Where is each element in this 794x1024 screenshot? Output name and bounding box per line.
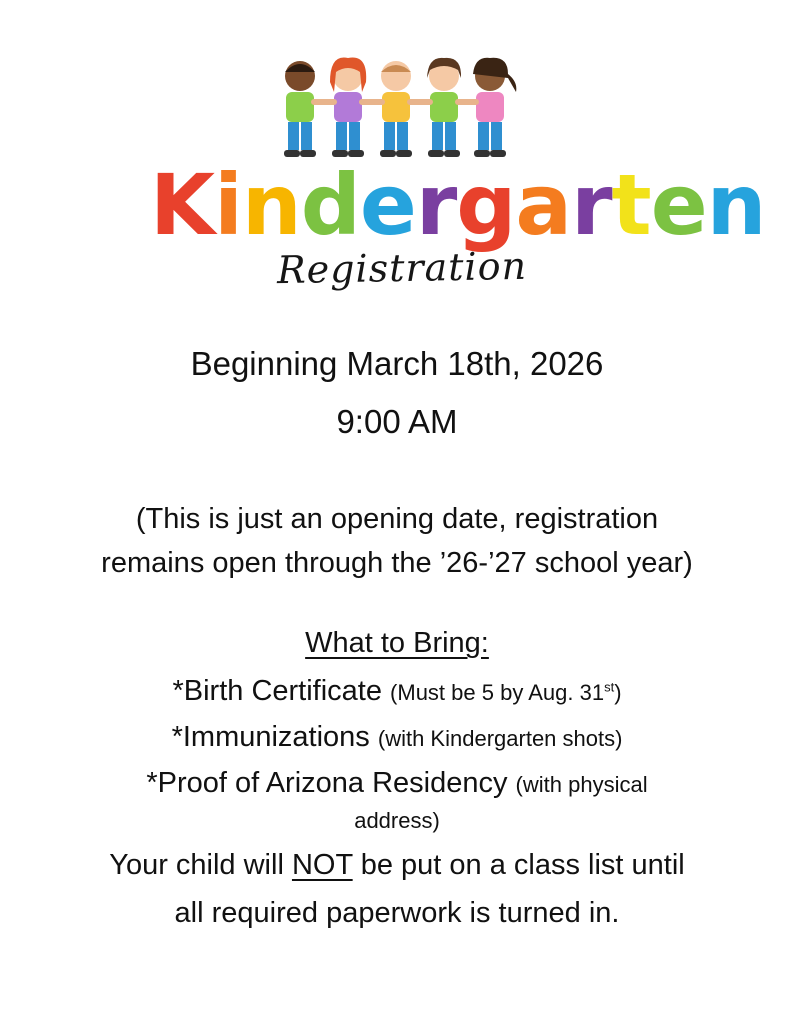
title-letter: e (359, 156, 416, 254)
child-figure (473, 58, 516, 157)
title-letter: n (706, 156, 766, 254)
title-letter: g (456, 156, 516, 254)
bring-item-birth-certificate (0, 670, 794, 714)
bring-item-detail (390, 680, 621, 705)
child-figure (380, 61, 412, 157)
start-date: Beginning March 18th, 2026 (190, 345, 604, 382)
title-letter: K (150, 156, 215, 254)
bring-item-residency (0, 762, 794, 806)
title-letter: r (571, 156, 612, 254)
title-letter: t (611, 156, 651, 254)
title-letter: n (241, 156, 301, 254)
what-to-bring-heading-text: What to Bring: (305, 627, 489, 659)
start-time: 9:00 AM (336, 403, 458, 440)
children-illustration (272, 52, 522, 164)
warning-line-2: all required paperwork is turned in. (174, 897, 620, 929)
title-letter: r (415, 156, 457, 254)
what-to-bring-heading (0, 622, 794, 664)
child-figure (330, 58, 366, 158)
bring-item-main: *Immunizations (171, 721, 370, 753)
note-line-2: remains open through the ’26-’27 school year) (101, 547, 693, 579)
child-figure (427, 58, 461, 157)
bring-item-detail: (with Kindergarten shots) (377, 726, 623, 751)
title-letter: i (214, 156, 242, 254)
warning-emphasis: NOT (291, 849, 353, 881)
detail-superscript: st (604, 679, 615, 695)
registration-subtitle: Registration (276, 243, 528, 293)
bring-item-main: *Proof of Arizona Residency (146, 767, 508, 799)
title-letter: d (300, 156, 360, 254)
child-figure (284, 61, 316, 157)
warning-pre: Your child will (109, 849, 292, 881)
bring-item-detail-continued: address) (354, 808, 440, 833)
detail-close: ) (614, 680, 622, 705)
bring-item-main: *Birth Certificate (172, 675, 382, 707)
bring-item-immunizations (0, 716, 794, 760)
title-letter: e (650, 156, 707, 254)
detail-text: (Must be 5 by Aug. 31 (390, 680, 605, 705)
title-letter: a (515, 156, 572, 254)
note-line-1: (This is just an opening date, registration (135, 503, 659, 535)
warning-post: be put on a class list until (352, 849, 685, 881)
bring-item-detail: (with physical (515, 772, 648, 797)
warning-line-1 (0, 844, 794, 886)
